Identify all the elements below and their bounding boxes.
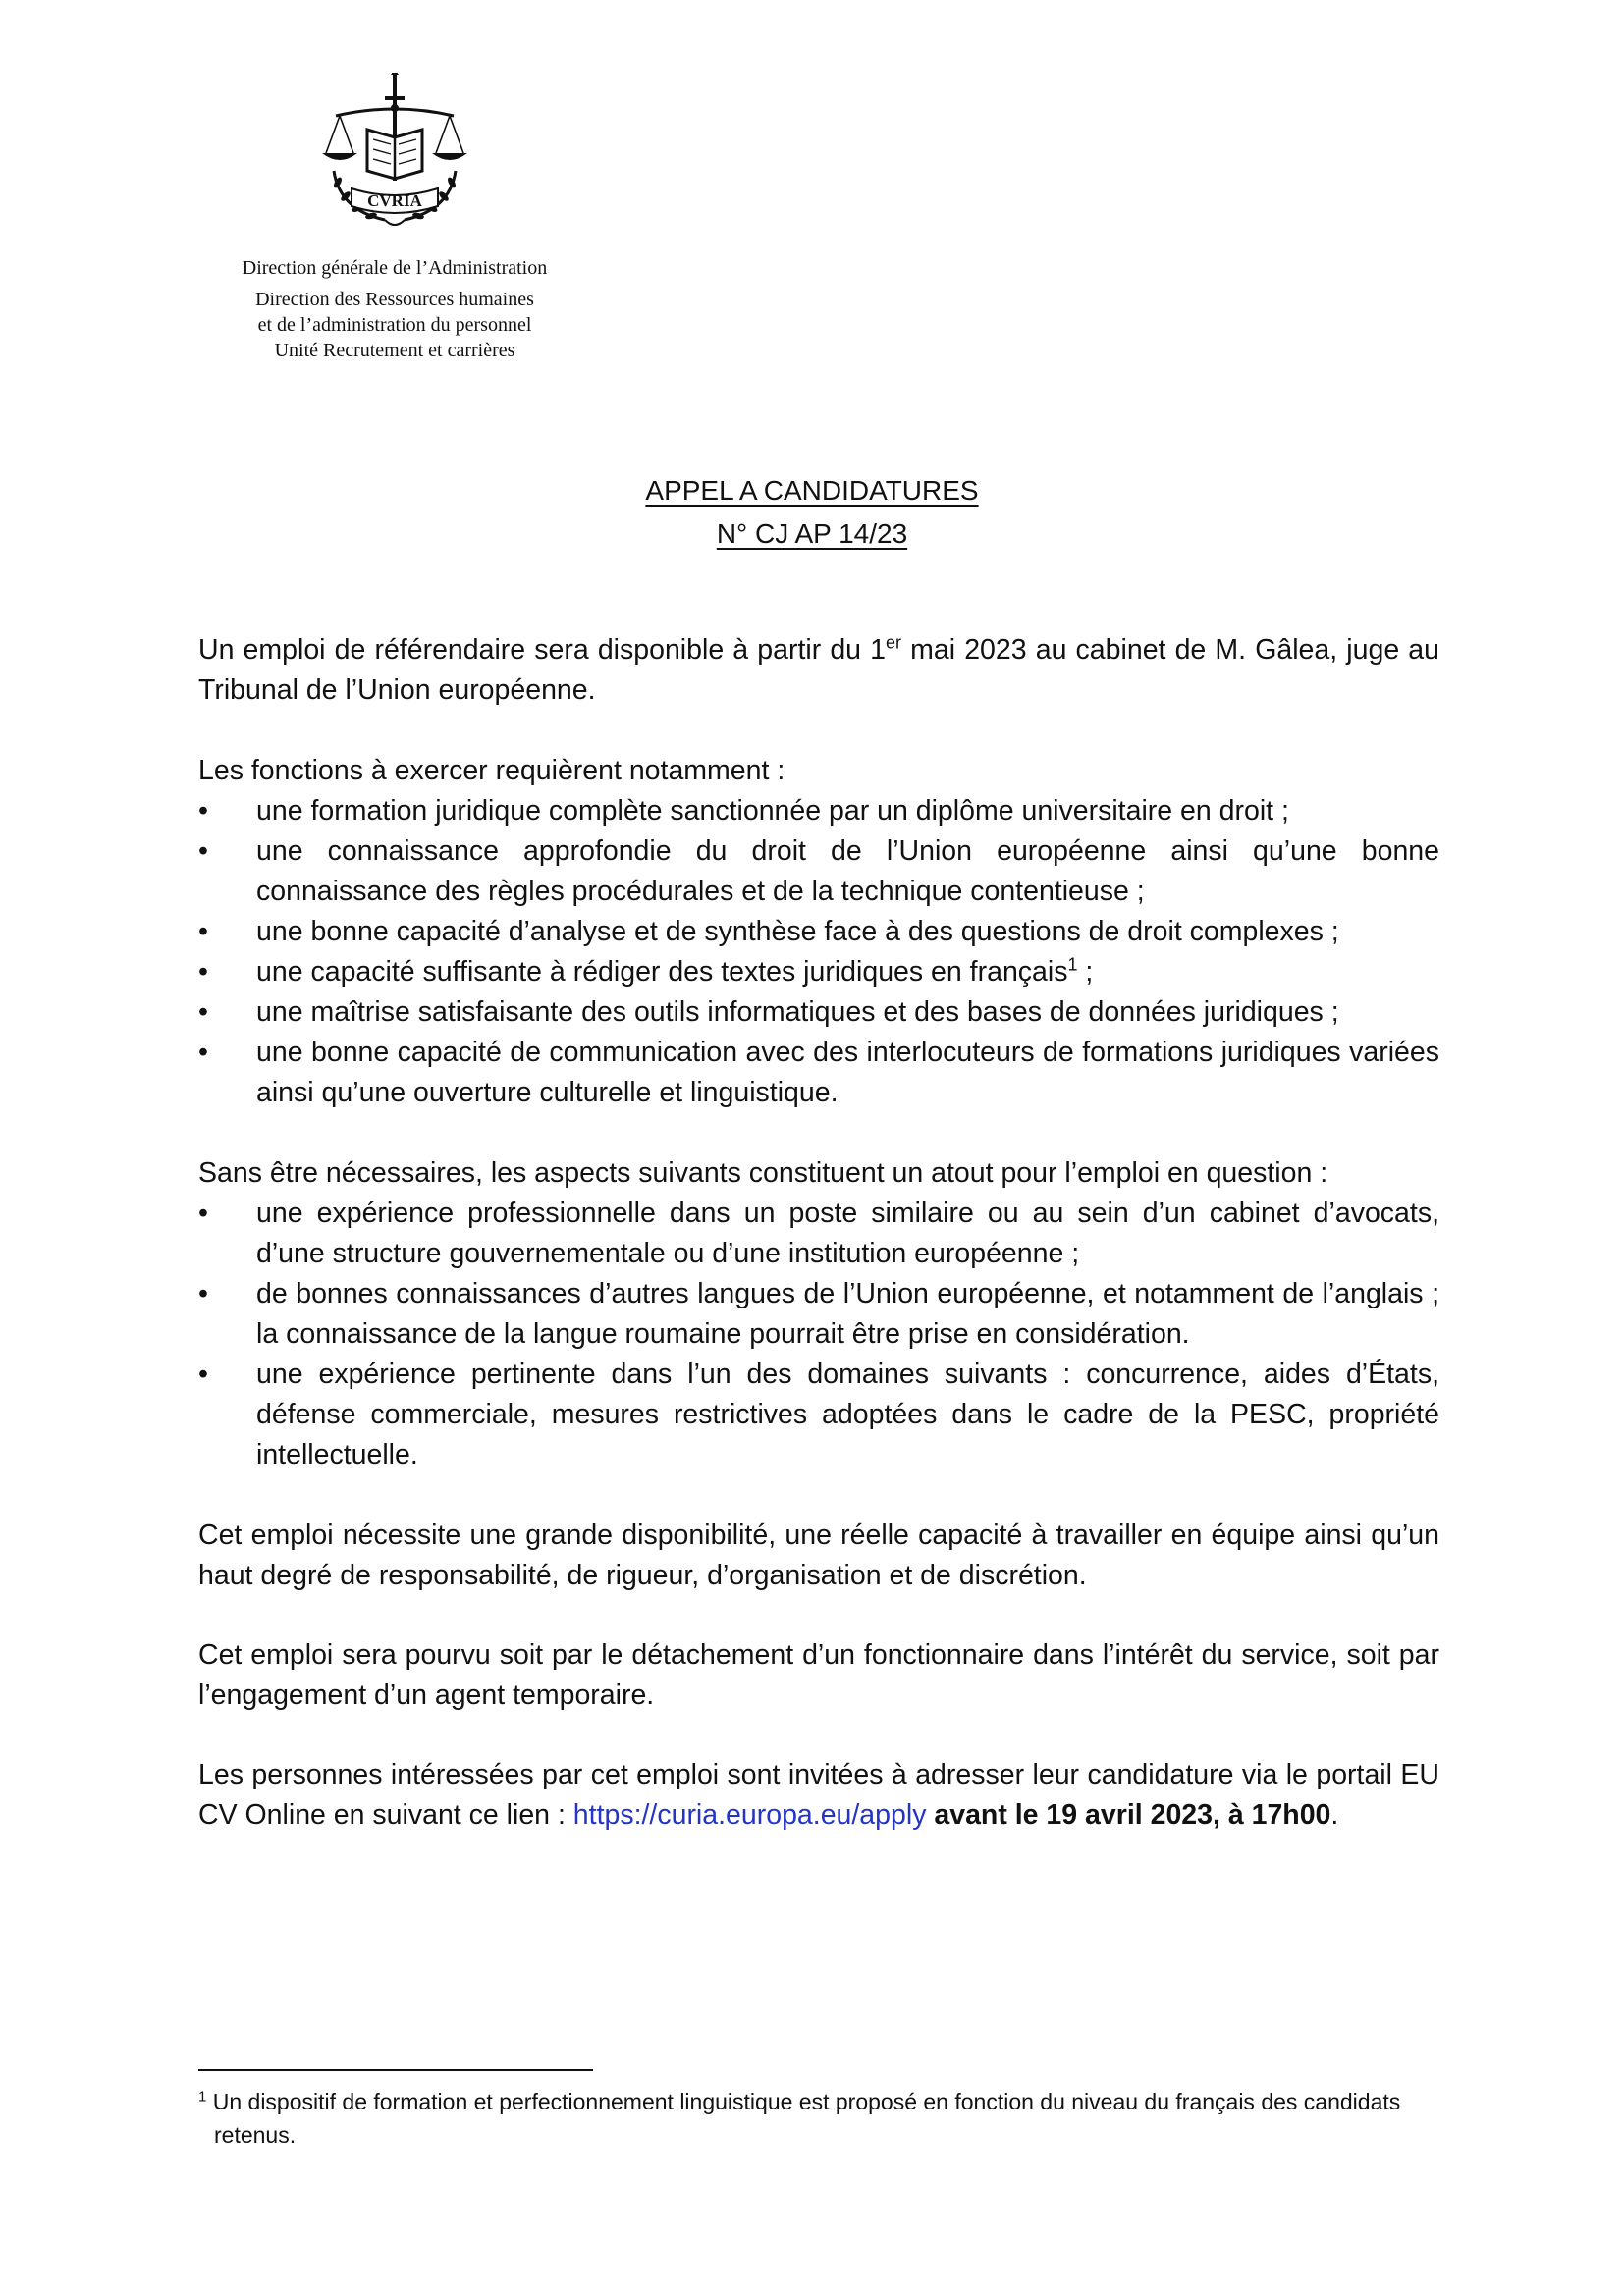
dept-line-hr: Direction des Ressources humaines bbox=[255, 289, 534, 310]
footnote-number: 1 bbox=[198, 2088, 207, 2106]
dept-line-unit: Unité Recrutement et carrières bbox=[274, 340, 515, 361]
apply-link[interactable]: https://curia.europa.eu/apply bbox=[572, 1799, 927, 1831]
intro-text-b: mai 2023 au cabinet de M. Gâlea, juge au Tribunal de l’Union européenne. bbox=[198, 634, 1439, 706]
list-item: • une capacité suffisante à rédiger des textes juridiques en français$^1$ ; bbox=[198, 952, 1439, 992]
bullet: • bbox=[198, 1278, 208, 1309]
assets-section bbox=[198, 1153, 1439, 1475]
intro-superscript: er bbox=[886, 632, 902, 653]
list-item: • une bonne capacité d’analyse et de synthèse face à des questions de droit complexes ; bbox=[198, 912, 1439, 952]
bullet: • bbox=[198, 1037, 208, 1068]
footnote-text: Un dispositif de formation et perfectionnement linguistique est proposé en fonction du niveau du français des candidats retenus. bbox=[206, 2089, 1401, 2148]
list-item: • de bonnes connaissances d’autres langues de l’Union européenne, et notamment de l’anglais ; la connaissance de la langue roumaine pourrait être prise en considération. bbox=[198, 1274, 1439, 1355]
list-item: • une expérience pertinente dans l’un des domaines suivants : concurrence, aides d’États, défense commerciale, mesures restrictives adoptées dans le cadre de la PESC, propriété intellectuelle. bbox=[198, 1355, 1439, 1475]
functions-heading: Les fonctions à exercer requièrent notamment : bbox=[198, 755, 785, 786]
footnote bbox=[198, 2085, 1439, 2152]
assets-list bbox=[198, 1194, 1439, 1475]
functions-section bbox=[198, 751, 1439, 1113]
list-item: • une connaissance approfondie du droit de l’Union européenne ainsi qu’une bonne connaissance des règles procédurales et de la technique contentieuse ; bbox=[198, 831, 1439, 912]
functions-list bbox=[198, 791, 1439, 1113]
dept-general-direction: Direction générale de l’Administration bbox=[242, 257, 548, 279]
intro-text-a: Un emploi de référendaire sera disponible à partir du 1 bbox=[198, 634, 887, 666]
bullet: • bbox=[198, 835, 208, 867]
bullet: • bbox=[198, 1359, 208, 1390]
bullet: • bbox=[198, 996, 208, 1028]
dept-unit-block bbox=[177, 287, 613, 363]
staffing-paragraph: Cet emploi sera pourvu soit par le détachement d’un fonctionnaire dans l’intérêt du service, soit par l’engagement d’un agent temporaire. bbox=[198, 1639, 1439, 1711]
court-emblem-icon bbox=[316, 73, 473, 240]
title-line-1: APPEL A CANDIDATURES bbox=[645, 475, 979, 506]
list-item: • une expérience professionnelle dans un poste similaire ou au sein d’un cabinet d’avocats, d’une structure gouvernementale ou d’une institution européenne ; bbox=[198, 1194, 1439, 1274]
page-title bbox=[0, 469, 1624, 556]
list-item: • une maîtrise satisfaisante des outils informatiques et des bases de données juridiques ; bbox=[198, 992, 1439, 1033]
footnote-reference[interactable]: 1 bbox=[1067, 954, 1078, 975]
dept-line-admin: et de l’administration du personnel bbox=[257, 314, 532, 336]
apply-deadline: avant le 19 avril 2023, à 17h00 bbox=[926, 1799, 1331, 1831]
assets-heading: Sans être nécessaires, les aspects suivants constituent un atout pour l’emploi en question : bbox=[198, 1157, 1328, 1189]
application-paragraph: Les personnes intéressées par cet emploi sont invitées à adresser leur candidature via le portail EU CV Online en suivant ce lien : https://curia.europa.eu/apply avant le 19 avril 2023, à 17h00. bbox=[198, 1759, 1439, 1831]
intro-paragraph bbox=[198, 630, 1439, 711]
logo-text: CVRIA bbox=[367, 191, 422, 210]
list-item: • une formation juridique complète sanctionnée par un diplôme universitaire en droit ; bbox=[198, 791, 1439, 831]
bullet: • bbox=[198, 956, 208, 988]
list-item: • une bonne capacité de communication avec des interlocuteurs de formations juridiques variées ainsi qu’une ouverture culturelle et linguistique. bbox=[198, 1033, 1439, 1113]
availability-paragraph: Cet emploi nécessite une grande disponibilité, une réelle capacité à travailler en équipe ainsi qu’un haut degré de responsabilité, de rigueur, d’organisation et de discrétion. bbox=[198, 1520, 1439, 1591]
footnote-divider bbox=[198, 2069, 593, 2071]
bullet: • bbox=[198, 1198, 208, 1229]
bullet: • bbox=[198, 916, 208, 947]
cvria-logo bbox=[316, 73, 473, 240]
bullet: • bbox=[198, 795, 208, 827]
title-reference: N° CJ AP 14/23 bbox=[716, 518, 908, 549]
apply-text: Les personnes intéressées par cet emploi sont invitées à adresser leur candidature via le portail EU CV Online en suivant ce lien : bbox=[198, 1759, 1439, 1831]
